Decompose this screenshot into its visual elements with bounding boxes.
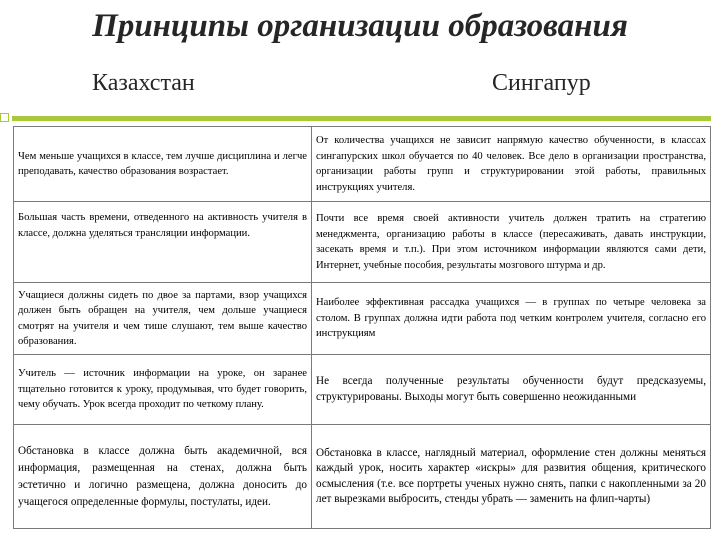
column-heading-kazakhstan: Казахстан [92,70,195,96]
table-cell-kazakhstan: Учитель — источник информации на уроке, он заранее тщательно готовится к уроку, продумывая, что будет говорить, чему обучать. Урок всегда проходит по четкому плану. [14,355,312,425]
table-row [14,283,711,355]
table-cell-singapore: Не всегда полученные результаты обученности будут предсказуемы, структурированы. Выходы могут быть совершенно неожиданными [312,355,711,425]
table-row [14,202,711,283]
table-cell-singapore: От количества учащихся не зависит напрямую качество обученности, в классах сингапурских школ обучается по 40 человек. Все дело в организации пространства, организации работы групп и структурировании этой работы, правильных инструкциях учителя. [312,127,711,202]
table-cell-kazakhstan: Обстановка в классе должна быть академичной, вся информация, размещенная на стенах, должна быть эстетично и логично размещена, должна доносить до учащегося определенные формулы, постулаты, идеи. [14,425,312,529]
page-title: Принципы организации образования [92,8,628,44]
column-heading-singapore: Сингапур [492,70,591,96]
table-cell-kazakhstan: Чем меньше учащихся в классе, тем лучше дисциплина и легче преподавать, качество образования возрастает. [14,127,312,202]
table-row [14,127,711,202]
accent-divider [12,116,711,121]
table-cell-singapore: Обстановка в классе, наглядный материал, оформление стен должны меняться каждый урок, носить характер «искры» для развития общения, критического осмысления (т.е. все портреты ученых нужно снять, папки с накопленными за 20 лет вырезками выбросить, стенды убрать — заменить на флип-чарты) [312,425,711,529]
table-row [14,355,711,425]
table-cell-kazakhstan: Большая часть времени, отведенного на активность учителя в классе, должна уделяться трансляции информации. [14,202,312,283]
decorative-square-icon [0,113,9,122]
table-row [14,425,711,529]
table-cell-kazakhstan: Учащиеся должны сидеть по двое за партами, взор учащихся должен быть обращен на учителя, чем дольше учащиеся смотрят на учителя и чем тише слушают, тем выше качество образования. [14,283,312,355]
table-cell-singapore: Почти все время своей активности учитель должен тратить на стратегию менеджмента, организацию работы в классе (пересаживать, давать инструкции, засекать время и т.п.). При этом источником информации являются сами дети, Интернет, учебные пособия, результаты мозгового штурма и др. [312,202,711,283]
comparison-table [13,126,711,529]
table-cell-singapore: Наиболее эффективная рассадка учащихся — в группах по четыре человека за столом. В группах должна идти работа под четким контролем учителя, согласно его инструкциям [312,283,711,355]
